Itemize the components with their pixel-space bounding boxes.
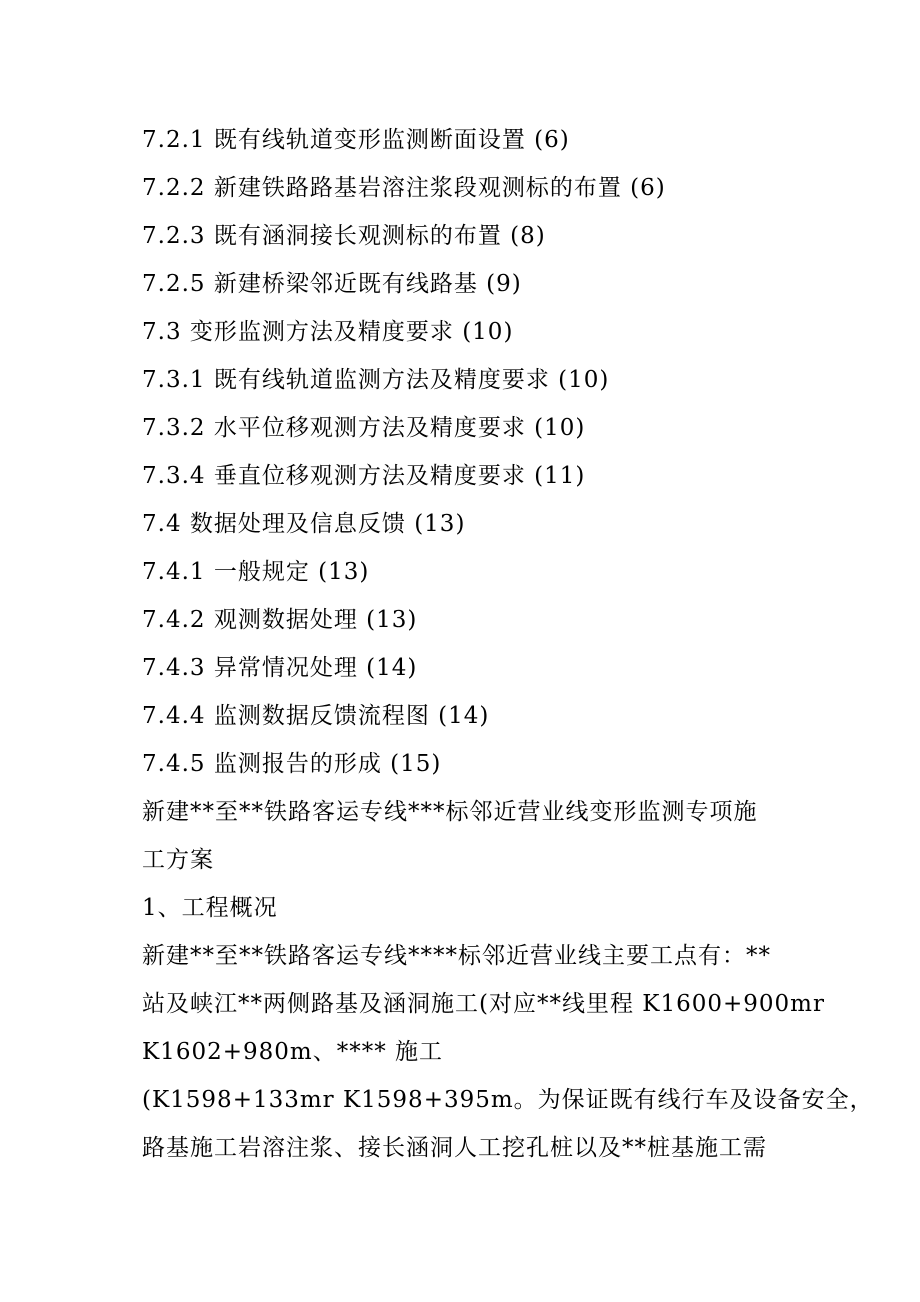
toc-entry-7-4: 7.4 数据处理及信息反馈 (13) bbox=[142, 511, 466, 537]
body-line-2: 站及峡江**两侧路基及涵洞施工(对应**线里程 K1600+900mr bbox=[142, 991, 825, 1017]
toc-entry-7-2-5: 7.2.5 新建桥梁邻近既有线路基 (9) bbox=[142, 271, 522, 297]
body-line-1: 新建**至**铁路客运专线****标邻近营业线主要工点有：** bbox=[142, 943, 771, 969]
toc-entry-7-3: 7.3 变形监测方法及精度要求 (10) bbox=[142, 319, 514, 345]
toc-entry-7-4-3: 7.4.3 异常情况处理 (14) bbox=[142, 655, 418, 681]
toc-entry-7-3-1: 7.3.1 既有线轨道监测方法及精度要求 (10) bbox=[142, 367, 610, 393]
toc-entry-7-2-2: 7.2.2 新建铁路路基岩溶注浆段观测标的布置 (6) bbox=[142, 175, 666, 201]
body-line-3: K1602+980m、**** 施工 bbox=[142, 1039, 444, 1065]
toc-entry-7-4-5: 7.4.5 监测报告的形成 (15) bbox=[142, 751, 442, 777]
toc-entry-7-2-3: 7.2.3 既有涵洞接长观测标的布置 (8) bbox=[142, 223, 546, 249]
document-title bbox=[142, 788, 822, 884]
toc-entry-7-4-2: 7.4.2 观测数据处理 (13) bbox=[142, 607, 418, 633]
toc-entry-7-4-1: 7.4.1 一般规定 (13) bbox=[142, 559, 370, 585]
toc-entry-7-3-4: 7.3.4 垂直位移观测方法及精度要求 (11) bbox=[142, 463, 586, 489]
toc-entry-7-4-4: 7.4.4 监测数据反馈流程图 (14) bbox=[142, 703, 490, 729]
body-line-4: (K1598+133mr K1598+395m。为保证既有线行车及设备安全， bbox=[142, 1087, 874, 1113]
table-of-contents bbox=[142, 116, 822, 788]
section-heading: 1、工程概况 bbox=[142, 895, 278, 921]
document-page bbox=[142, 116, 874, 1172]
body-line-5: 路基施工岩溶注浆、接长涵洞人工挖孔桩以及**桩基施工需 bbox=[142, 1135, 767, 1161]
body-paragraph bbox=[142, 932, 874, 1172]
toc-entry-7-3-2: 7.3.2 水平位移观测方法及精度要求 (10) bbox=[142, 415, 586, 441]
document-title-line-1: 新建**至**铁路客运专线***标邻近营业线变形监测专项施 bbox=[142, 799, 758, 825]
document-title-line-2: 工方案 bbox=[142, 847, 214, 873]
toc-entry-7-2-1: 7.2.1 既有线轨道变形监测断面设置 (6) bbox=[142, 127, 570, 153]
